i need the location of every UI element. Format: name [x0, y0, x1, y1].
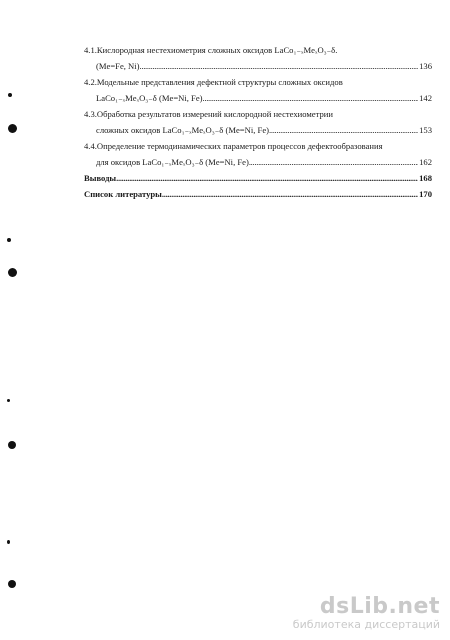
toc-entry-title: Список литературы — [84, 189, 162, 199]
punch-hole — [7, 238, 11, 242]
toc-entry — [84, 106, 432, 138]
dot-leader — [269, 122, 418, 138]
watermark-subtitle: библиотека диссертаций — [292, 618, 440, 631]
toc-entry-references — [84, 186, 432, 202]
dot-leader — [203, 90, 419, 106]
dot-leader — [116, 170, 418, 186]
punch-hole — [8, 124, 17, 133]
watermark-logo: dsLib.net — [319, 594, 440, 619]
toc-entry-title: 4.2.Модельные представления дефектной структуры сложных оксидов — [84, 77, 343, 87]
punch-hole — [8, 268, 17, 277]
toc-page-number: 168 — [419, 173, 432, 183]
toc-page-number: 153 — [419, 125, 432, 135]
watermark — [293, 596, 440, 631]
toc-entry-title: 4.1.Кислородная нестехиометрия сложных оксидов LaCo₁₋ₓMeₓO₃₋δ. — [84, 45, 338, 55]
toc-entry-conclusions — [84, 170, 432, 186]
toc-entry-subtitle: LaCo₁₋ₓMeₓO₃₋δ (Me=Ni, Fe) — [96, 93, 203, 103]
table-of-contents — [84, 42, 432, 202]
punch-hole — [8, 441, 16, 449]
toc-entry-title: Выводы — [84, 173, 117, 183]
dot-leader — [162, 186, 418, 202]
punch-hole — [8, 93, 12, 97]
punch-hole — [7, 540, 10, 544]
punch-hole — [8, 580, 16, 588]
toc-entry — [84, 138, 432, 170]
dot-leader — [249, 154, 418, 170]
toc-entry — [84, 74, 432, 106]
toc-page-number: 162 — [419, 157, 432, 167]
toc-page-number: 136 — [419, 61, 432, 71]
toc-entry-subtitle: сложных оксидов LaCo₁₋ₓMeₓO₃₋δ (Me=Ni, Fe) — [96, 125, 269, 135]
toc-entry — [84, 42, 432, 74]
toc-entry-subtitle: (Me=Fe, Ni) — [96, 61, 140, 71]
toc-page-number: 170 — [419, 189, 432, 199]
dot-leader — [140, 58, 419, 74]
toc-entry-title: 4.3.Обработка результатов измерений кислородной нестехиометрии — [84, 109, 333, 119]
punch-hole — [7, 399, 10, 402]
toc-entry-title: 4.4.Определение термодинамических параметров процессов дефектообразования — [84, 141, 383, 151]
toc-entry-subtitle: для оксидов LaCo₁₋ₓMeₓO₃₋δ (Me=Ni, Fe) — [96, 157, 249, 167]
toc-page-number: 142 — [419, 93, 432, 103]
